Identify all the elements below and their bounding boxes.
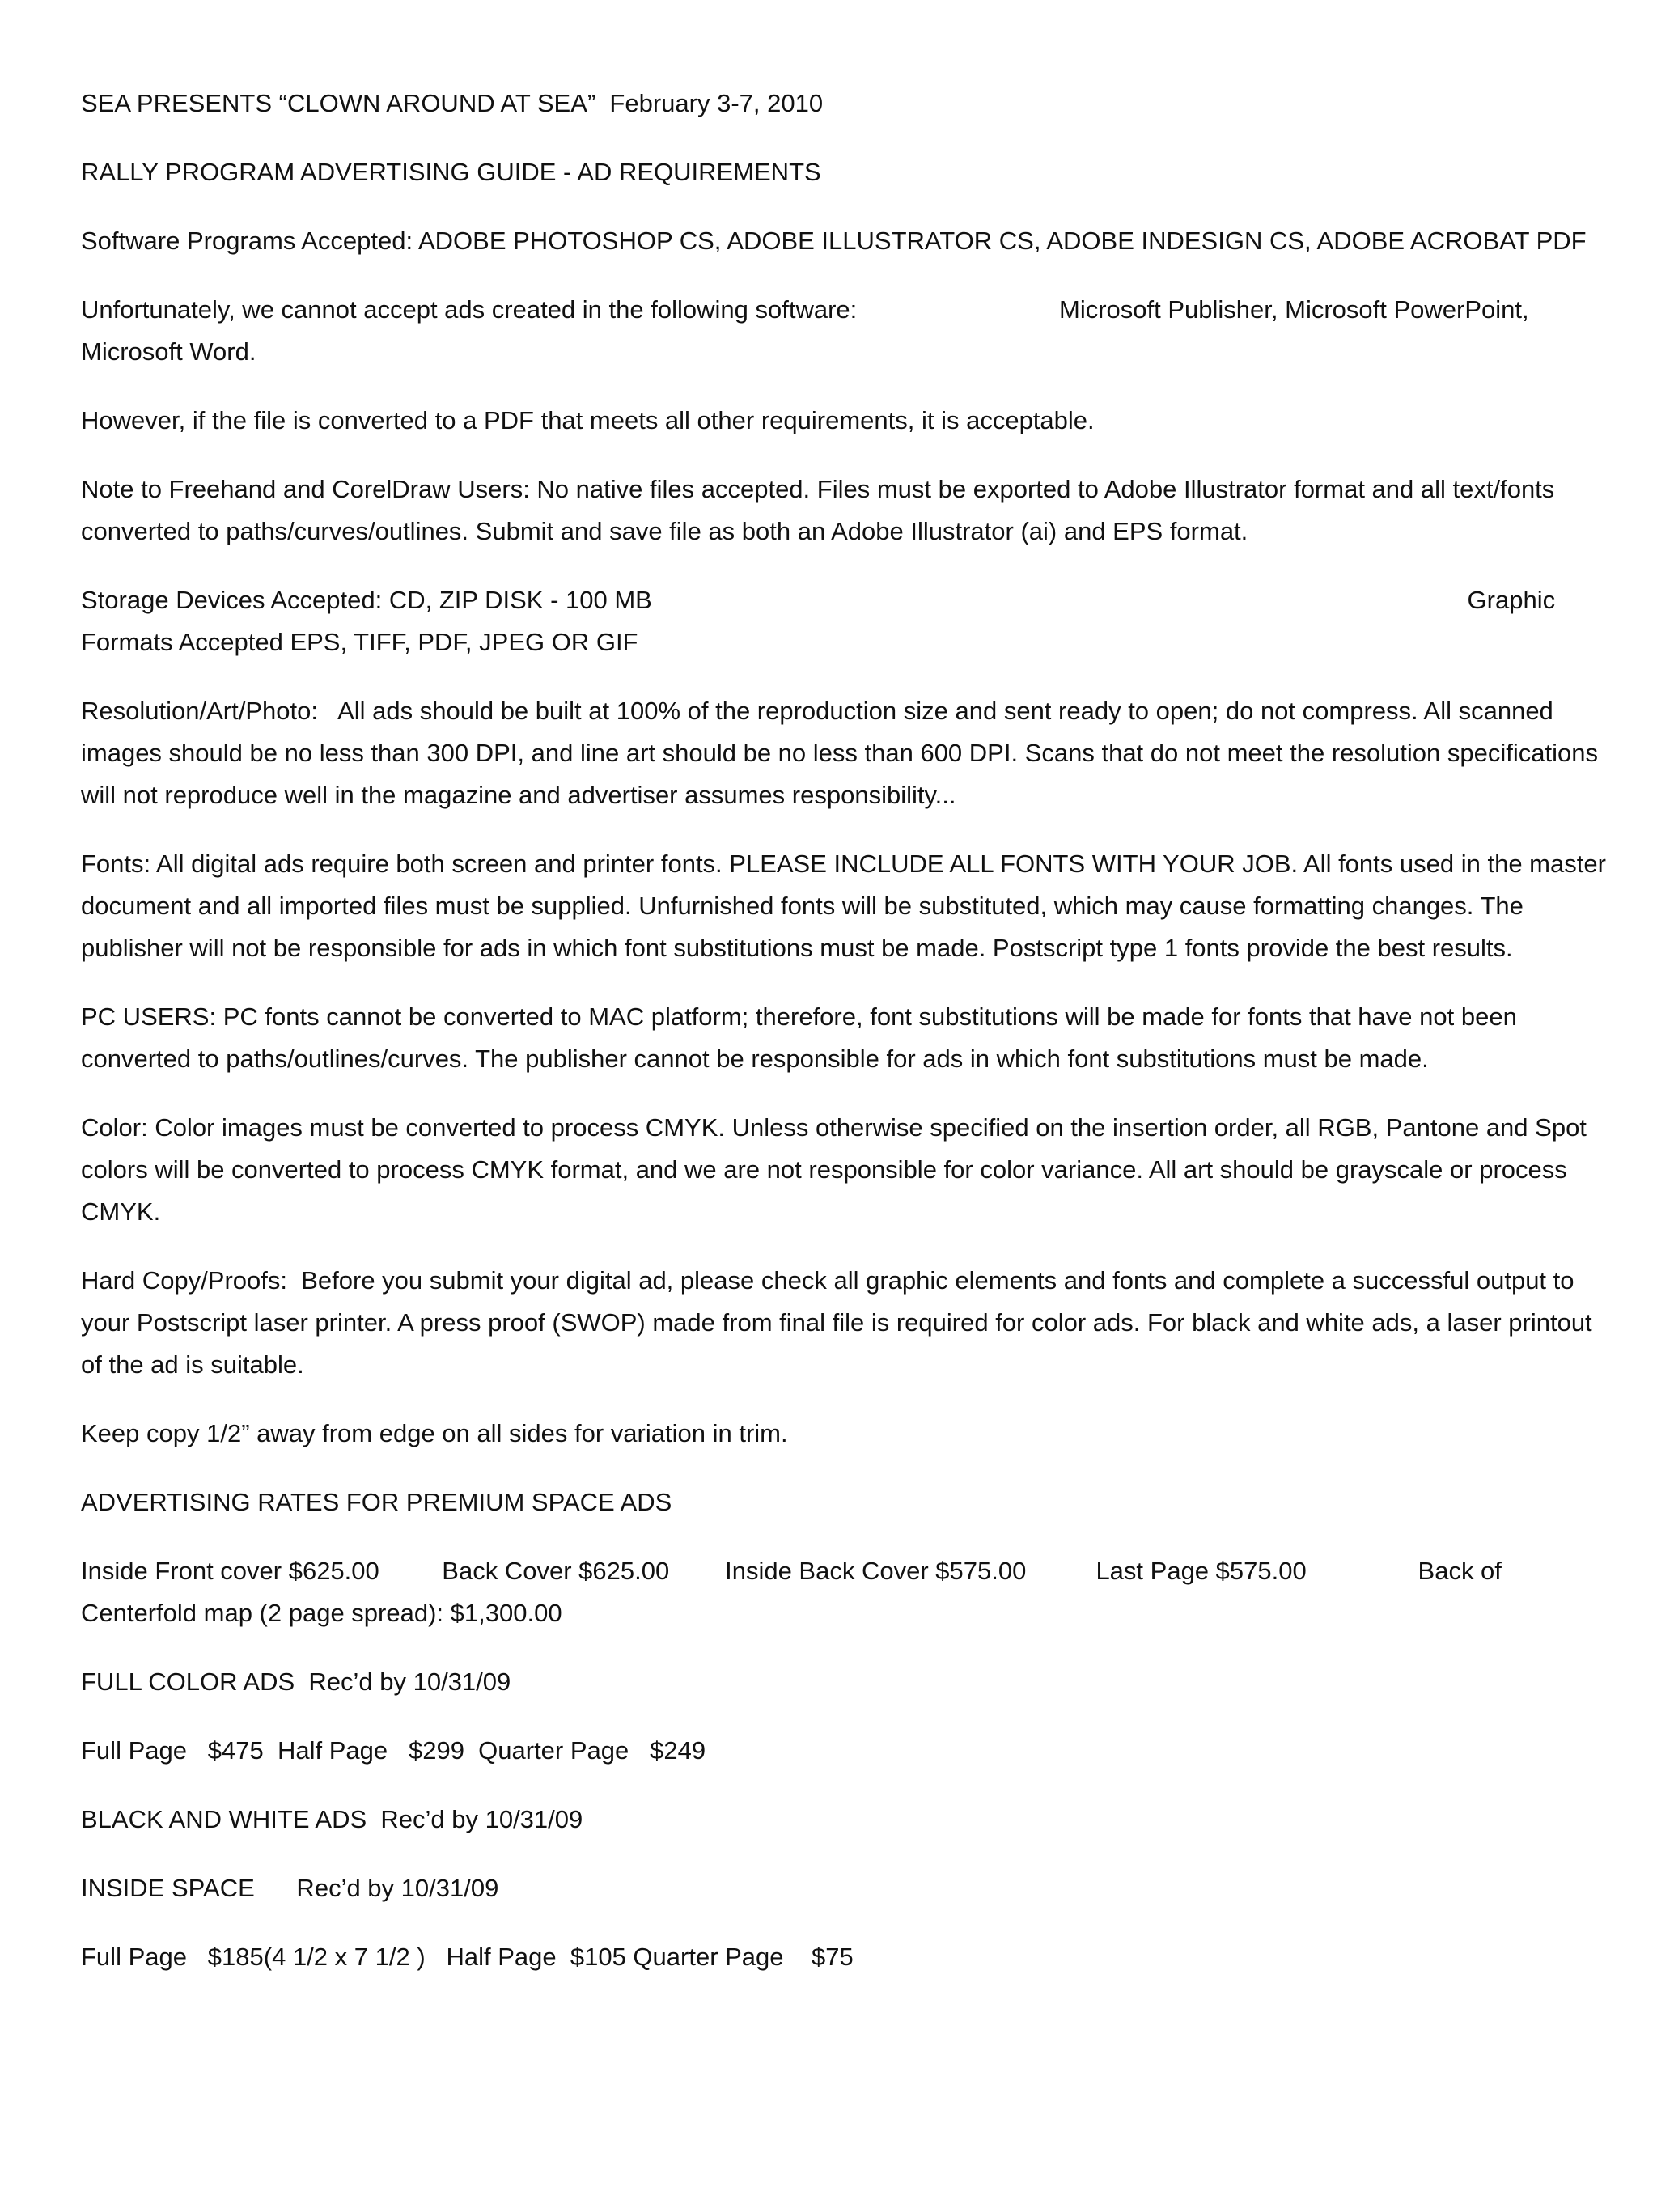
software-accepted-paragraph: Software Programs Accepted: ADOBE PHOTOSHOP CS, ADOBE ILLUSTRATOR CS, ADOBE INDESIGN CS, ADOBE ACROBAT PDF xyxy=(81,227,1587,255)
freehand-coreldraw-note: Note to Freehand and CorelDraw Users: No native files accepted. Files must be exported to Adobe Illustrator format and all text/fonts converted to paths/curves/outlines. Submit and save file as both an Adobe Illustrator (ai) and EPS format. xyxy=(81,475,1562,545)
storage-formats-paragraph: Storage Devices Accepted: CD, ZIP DISK - 100 MB Graphic Formats Accepted EPS, TIFF, PDF, JPEG OR GIF xyxy=(81,586,1562,656)
inside-space-heading: INSIDE SPACE Rec’d by 10/31/09 xyxy=(81,1874,499,1902)
pdf-exception-paragraph: However, if the file is converted to a PDF that meets all other requirements, it is acceptable. xyxy=(81,406,1095,434)
black-white-rates: Full Page $185(4 1/2 x 7 1/2 ) Half Page $105 Quarter Page $75 xyxy=(81,1943,854,1971)
premium-rates-list: Inside Front cover $625.00 Back Cover $625.00 Inside Back Cover $575.00 Last Page $575.00 Back of Centerfold map (2 page spread): $1,300.00 xyxy=(81,1557,1509,1627)
pc-users-paragraph: PC USERS: PC fonts cannot be converted to MAC platform; therefore, font substitutions will be made for fonts that have not been converted to paths/outlines/curves. The publisher cannot be responsible for ads in which font substitutions must be made. xyxy=(81,1002,1524,1073)
full-color-rates: Full Page $475 Half Page $299 Quarter Page $249 xyxy=(81,1736,706,1765)
hard-copy-proofs-paragraph: Hard Copy/Proofs: Before you submit your digital ad, please check all graphic elements and fonts and complete a successful output to your Postscript laser printer. A press proof (SWOP) made from final file is required for color ads. For black and white ads, a laser printout of the ad is suitable. xyxy=(81,1266,1600,1379)
full-color-heading: FULL COLOR ADS Rec’d by 10/31/09 xyxy=(81,1667,511,1696)
fonts-paragraph: Fonts: All digital ads require both screen and printer fonts. PLEASE INCLUDE ALL FONTS WITH YOUR JOB. All fonts used in the master document and all imported files must be supplied. Unfurnished fonts will be substituted, which may cause formatting changes. The publisher will not be responsible for ads in which font substitutions must be made. Postscript type 1 fonts provide the best results. xyxy=(81,850,1613,962)
black-white-heading: BLACK AND WHITE ADS Rec’d by 10/31/09 xyxy=(81,1805,583,1833)
software-not-accepted-paragraph: Unfortunately, we cannot accept ads created in the following software: Microsoft Publisher, Microsoft PowerPoint, Microsoft Word. xyxy=(81,295,1536,366)
premium-rates-heading: ADVERTISING RATES FOR PREMIUM SPACE ADS xyxy=(81,1488,672,1516)
resolution-paragraph: Resolution/Art/Photo: All ads should be built at 100% of the reproduction size and sent ready to open; do not compress. All scanned images should be no less than 300 DPI, and line art should be no less than 600 DPI. Scans that do not meet the resolution specifications will not reproduce well in the magazine and advertiser assumes responsibility... xyxy=(81,697,1605,809)
document-body xyxy=(81,83,1613,2005)
document-subtitle: RALLY PROGRAM ADVERTISING GUIDE - AD REQUIREMENTS xyxy=(81,158,821,186)
color-paragraph: Color: Color images must be converted to process CMYK. Unless otherwise specified on the insertion order, all RGB, Pantone and Spot colors will be converted to process CMYK format, and we are not responsible for color variance. All art should be grayscale or process CMYK. xyxy=(81,1113,1594,1226)
trim-margin-paragraph: Keep copy 1/2” away from edge on all sides for variation in trim. xyxy=(81,1419,788,1447)
document-title: SEA PRESENTS “CLOWN AROUND AT SEA” February 3-7, 2010 xyxy=(81,89,824,117)
